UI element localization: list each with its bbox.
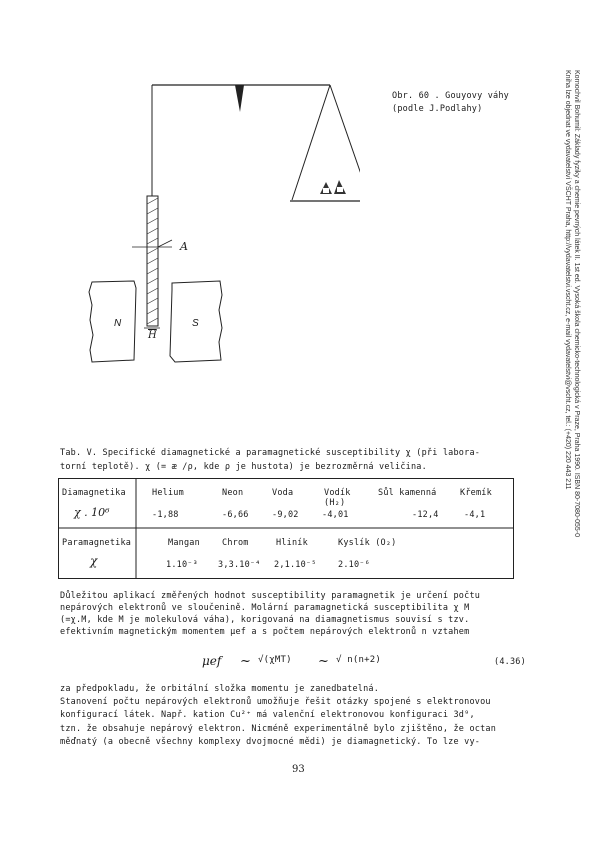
dia-header-2: Neon xyxy=(222,488,244,498)
label-h: $\overline{H}$ xyxy=(148,330,157,341)
table-title-line-1: Tab. V. Specifické diamagnetické a paramagnetické susceptibility χ (při labora- xyxy=(60,448,481,458)
paragraph-2-line-1: za předpokladu, že orbitální složka momentu je zanedbatelná. xyxy=(60,684,380,694)
dia-label: Diamagnetika xyxy=(62,488,126,498)
table-title-line-2: torní teplotě). χ (= æ /ρ, kde ρ je hustota) je bezrozměrná veličina. xyxy=(60,462,427,472)
equation-lhs: μef xyxy=(202,654,222,668)
para-header-2: Chrom xyxy=(222,538,249,548)
label-a: A xyxy=(180,240,188,253)
paragraph-2 xyxy=(60,683,496,749)
dia-header-6: Křemík xyxy=(460,488,492,498)
equation-rhs: √ n(n+2) xyxy=(336,655,381,665)
paragraph-1-line-1: Důležitou aplikací změřených hodnot susceptibility paramagnetik je určení počtu xyxy=(60,591,481,601)
equation-number: (4.36) xyxy=(494,657,526,667)
dia-value-5: -12,4 xyxy=(412,510,439,520)
label-n: N xyxy=(114,318,122,329)
paragraph-1-line-4: efektivním magnetickým momentem μef a s počtem nepárových elektronů n vztahem xyxy=(60,627,470,637)
gouy-balance-diagram xyxy=(80,70,360,380)
paragraph-1 xyxy=(60,590,480,638)
dia-value-4: -4,01 xyxy=(322,510,349,520)
para-label: Paramagnetika xyxy=(62,538,132,548)
dia-value-3: -9,02 xyxy=(272,510,299,520)
dia-value-1: -1,88 xyxy=(152,510,179,520)
dia-symbol: χ . 10⁶ xyxy=(74,506,110,519)
dia-header-5: Sůl kamenná xyxy=(378,488,437,498)
sidebar-line-1: Kornochvil Bohumil: Základy fyziky a chemie pevných látek II. 1st ed. Vysoká škola chemicko-technologická v Praze, Praha 1990. ISBN 80-7080-055-0 xyxy=(573,70,580,538)
table-title xyxy=(60,446,480,474)
sidebar-publisher-note xyxy=(559,70,600,590)
figure-caption-line-2: (podle J.Podlahy) xyxy=(392,104,483,114)
para-value-1: 1.10⁻³ xyxy=(166,560,198,570)
equation-sim-1: ~ xyxy=(240,654,251,669)
label-s: S xyxy=(192,318,199,329)
paragraph-1-line-2: nepárových elektronů ve sloučenině. Molární paramagnetická susceptibilita χ M xyxy=(60,603,470,613)
para-symbol: χ xyxy=(90,554,98,568)
dia-value-2: -6,66 xyxy=(222,510,249,520)
page-number: 93 xyxy=(292,764,305,775)
para-header-3: Hliník xyxy=(276,538,308,548)
paragraph-1-line-3: (=χ.M, kde M je molekulová váha), korigovaná na diamagnetismus souvisí s tzv. xyxy=(60,615,470,625)
para-value-4: 2.10⁻⁶ xyxy=(338,560,370,570)
dia-header-3: Voda xyxy=(272,488,294,498)
para-header-4: Kyslík (O₂) xyxy=(338,538,397,548)
sidebar-line-2: Kniha lze objednat ve vydavatelství VŠCHT Praha, http://vydavatelstvi.vscht.cz, e-mail vydavatelstvi@vscht.cz, tel.: (+420) 220 443 211 xyxy=(564,70,571,490)
para-value-3: 2,1.10⁻⁵ xyxy=(274,560,317,570)
dia-header-4: Vodík (H₂) xyxy=(324,488,351,508)
sidebar-rotated-text xyxy=(563,70,581,537)
figure-caption-line-1: Obr. 60 . Gouyovy váhy xyxy=(392,91,509,101)
paragraph-2-line-5: měďnatý (a obecně všechny komplexy dvojmocné mědi) je diamagnetický. To lze vy- xyxy=(60,736,481,747)
equation-middle: √(χMT) xyxy=(258,655,292,665)
para-value-2: 3,3.10⁻⁴ xyxy=(218,560,261,570)
paragraph-2-line-2: Stanovení počtu nepárových elektronů umožňuje řešit otázky spojené s elektronovou xyxy=(60,697,491,708)
figure-caption xyxy=(392,90,509,116)
para-header-1: Mangan xyxy=(168,538,200,548)
dia-value-6: -4,1 xyxy=(464,510,486,520)
equation-sim-2: ~ xyxy=(318,654,329,669)
paragraph-2-line-4: tzn. že obsahuje nepárový elektron. Nicméně experimentálně bylo zjištěno, že octan xyxy=(60,723,497,734)
paragraph-2-line-3: konfigurací látek. Např. kation Cu²⁺ má valenční elektronovou konfiguraci 3d⁹, xyxy=(60,710,475,721)
dia-header-1: Helium xyxy=(152,488,184,498)
